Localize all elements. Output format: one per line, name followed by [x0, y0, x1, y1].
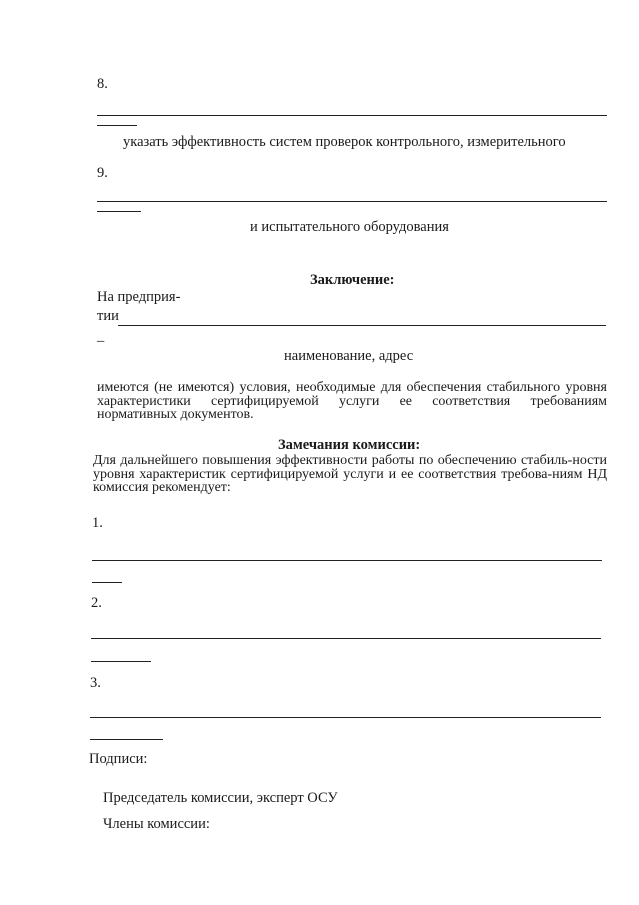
remarks-paragraph: Для дальнейшего повышения эффективности работы по обеспечению стабиль-ности уровня характеристик сертифицируемой услуги и ее соответствия требова-ниям НД комиссия рекомендует:: [93, 453, 607, 495]
enterprise-dash: –: [97, 333, 105, 349]
enterprise-label-2: тии: [97, 308, 119, 324]
item-8-line-end: [97, 125, 137, 126]
item-8-line: [97, 115, 607, 116]
remark-item-3-number: 3.: [90, 675, 101, 691]
remark-item-2-line: [91, 638, 601, 639]
item-8-caption: указать эффективность систем проверок контрольного, измерительного: [123, 134, 566, 150]
conclusion-paragraph: имеются (не имеются) условия, необходимые для обеспечения стабильного уровня характеристики сертифицируемой услуги ее соответствия требованиям нормативных документов.: [97, 380, 607, 422]
remarks-heading: Замечания комиссии:: [278, 437, 421, 453]
remark-item-1-line: [92, 560, 602, 561]
item-9-caption: и испытательного оборудования: [250, 219, 449, 235]
item-9-number: 9.: [97, 165, 108, 181]
chairman-label: Председатель комиссии, эксперт ОСУ: [103, 790, 338, 806]
remark-item-1-number: 1.: [92, 515, 103, 531]
members-label: Члены комиссии:: [103, 816, 210, 832]
enterprise-label-1: На предприя-: [97, 289, 181, 305]
enterprise-line: [118, 325, 606, 326]
name-caption: наименование, адрес: [284, 348, 414, 364]
conclusion-heading: Заключение:: [310, 272, 395, 288]
signatures-label: Подписи:: [89, 751, 148, 767]
remark-item-2-line-end: [91, 661, 151, 662]
item-9-line-end: [97, 211, 141, 212]
item-9-line: [97, 201, 607, 202]
remark-item-3-line-end: [90, 739, 163, 740]
remark-item-3-line: [90, 717, 601, 718]
remark-item-2-number: 2.: [91, 595, 102, 611]
item-8-number: 8.: [97, 76, 108, 92]
remark-item-1-line-end: [92, 582, 122, 583]
